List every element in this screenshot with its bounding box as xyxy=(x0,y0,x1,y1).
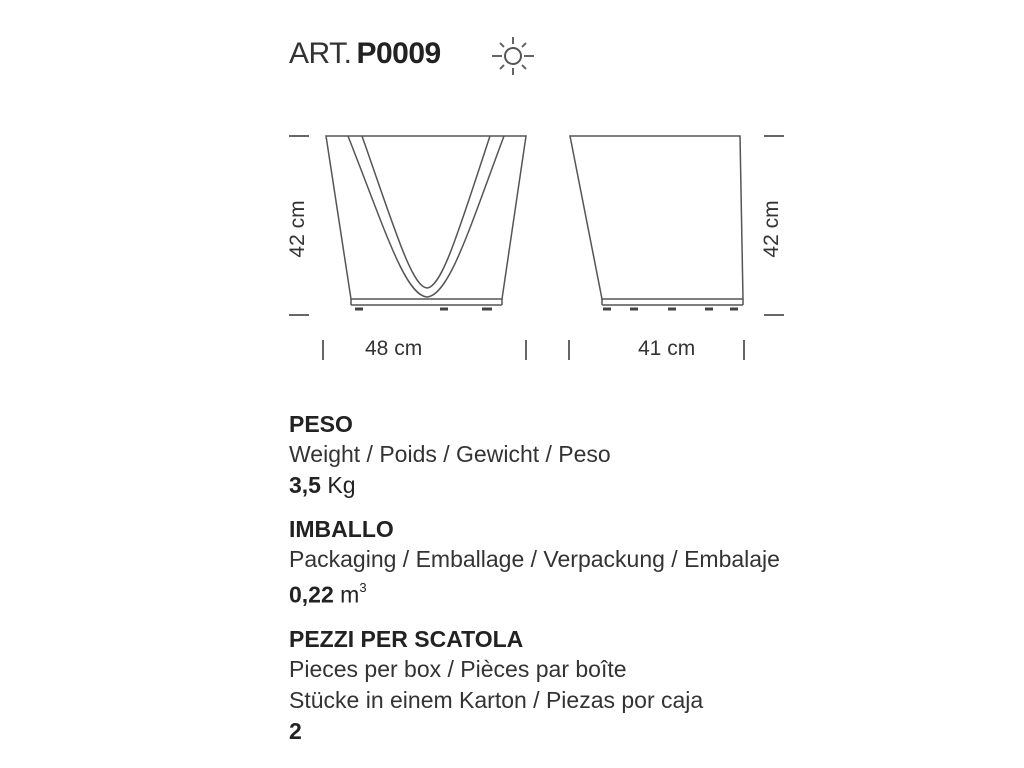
pieces-section xyxy=(289,624,989,746)
side-width-label: 41 cm xyxy=(638,337,696,360)
article-code: P0009 xyxy=(356,37,441,70)
article-prefix: ART. xyxy=(289,37,352,70)
packaging-unit-exponent: 3 xyxy=(359,580,367,595)
packaging-value: 0,22 xyxy=(289,581,334,608)
packaging-heading: IMBALLO xyxy=(289,516,394,542)
side-height-label: 42 cm xyxy=(760,200,783,258)
front-height-label: 42 cm xyxy=(286,200,309,258)
side-view xyxy=(570,136,743,305)
front-view xyxy=(326,136,526,305)
pieces-value: 2 xyxy=(289,717,302,744)
weight-heading: PESO xyxy=(289,411,353,437)
pieces-heading: PEZZI PER SCATOLA xyxy=(289,625,524,652)
weight-value-row xyxy=(289,470,989,500)
packaging-value-row xyxy=(289,575,989,610)
pieces-translation-1: Pieces per box / Pièces par boîte xyxy=(289,655,627,682)
pieces-translation-2: Stücke in einem Karton / Piezas por caja xyxy=(289,686,704,713)
weight-value: 3,5 xyxy=(289,472,321,498)
weight-translation: Weight / Poids / Gewicht / Peso xyxy=(289,441,611,467)
front-dimension-lines xyxy=(289,136,526,360)
packaging-translation: Packaging / Emballage / Verpackung / Embalaje xyxy=(289,546,780,572)
weight-section xyxy=(289,409,989,500)
front-width-label: 48 cm xyxy=(365,337,423,360)
packaging-unit: m xyxy=(340,581,360,608)
packaging-section xyxy=(289,514,989,610)
pieces-value-row xyxy=(289,716,989,746)
specifications xyxy=(289,409,989,760)
side-dimension-lines xyxy=(569,136,784,360)
weight-unit: Kg xyxy=(327,472,356,498)
